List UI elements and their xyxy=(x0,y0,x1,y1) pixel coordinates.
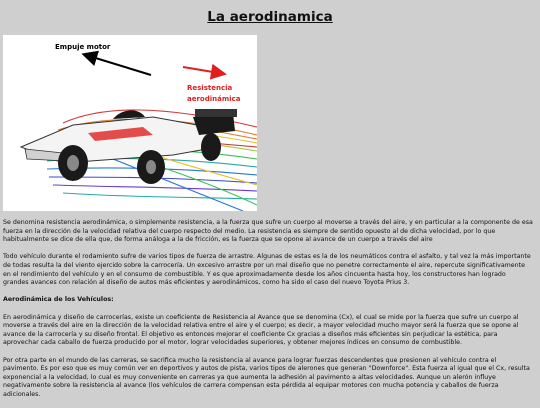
paragraph-downforce: Por otra parte en el mundo de las carreras, se sacrifica mucho la resistencia al avance para lograr fuerzas descendentes que presionen al vehículo contra el pavimento. Es por eso que es muy común ver en deportivos y autos de pista, varios tipos de alerones que generan "Downforce". Esta fuerza al igual que el Cx, resulta exponencial a la velocidad, lo cual es muy conveniente en carreras ya que aumenta la adhesión al pavimento a altas velocidades. Aunque un alerón influye negativamente sobre la resistencia al avance (los vehículos de carrera compensan esta pérdida al equipar motores con mucha potencia y caballos de fuerza adicionales. xyxy=(3,356,530,398)
aerodynamics-figure xyxy=(3,35,257,211)
race-car-illustration xyxy=(3,35,257,211)
section-heading: Aerodinámica de los Vehículos: xyxy=(3,296,114,304)
resistance-label-line2: aerodinámica xyxy=(187,95,241,103)
thrust-label: Empuje motor xyxy=(55,43,111,51)
paragraph-drag-forces: Todo vehículo durante el rodamiento sufre de varios tipos de fuerza de arrastre. Algunas de estas es la de los neumáticos contra el asfalto, y tal vez la más importante de todas resulta la del viento ejercido sobre la carrocería. Un excesivo arrastre por un mal diseño que no penetre correctamente el aire, repercute significativamente en el rendimiento del vehículo y en el consumo de combustible. Y es que aproximadamente desde los años cincuenta hasta hoy, los constructores han logrado grandes avances con relación al diseño de autos más eficientes y aerodinámicos, como ha sido el caso del nuevo Toyota Prius 3. xyxy=(3,253,531,287)
page-title: La aerodinamica xyxy=(207,9,333,25)
article-body xyxy=(3,219,533,408)
resistance-label-line1: Resistencia xyxy=(187,84,233,92)
paragraph-cx-coefficient: En aerodinámica y diseño de carrocerías, existe un coeficiente de Resistencia al Avance que se denomina (Cx), el cual se mide por la fuerza que sufre un cuerpo al moverse a través del aire en la dirección de la velocidad relativa entre el aire y el cuerpo; es decir, a mayor velocidad mucho mayor será la fuerza que se opone al avance de la carrocería y su diseño frontal. El objetivo es entonces mejorar el coeficiente Cx gracias a diseños más eficientes sin perjudicar la estética, para aprovechar cada caballo de fuerza producido por el motor, lograr velocidades superiores, y obtener mejores índices en consumo de combustible. xyxy=(3,313,519,347)
paragraph-definition: Se denomina resistencia aerodinámica, o simplemente resistencia, a la fuerza que sufre un cuerpo al moverse a través del aire, y en particular a la componente de esa fuerza en la dirección de la velocidad relativa del cuerpo respecto del medio. La resistencia es siempre de sentido opuesto al de dicha velocidad, por lo que habitualmente se dice de ella que, de forma análoga a la de fricción, es la fuerza que se opone al avance de un cuerpo a través del aire xyxy=(3,219,533,244)
